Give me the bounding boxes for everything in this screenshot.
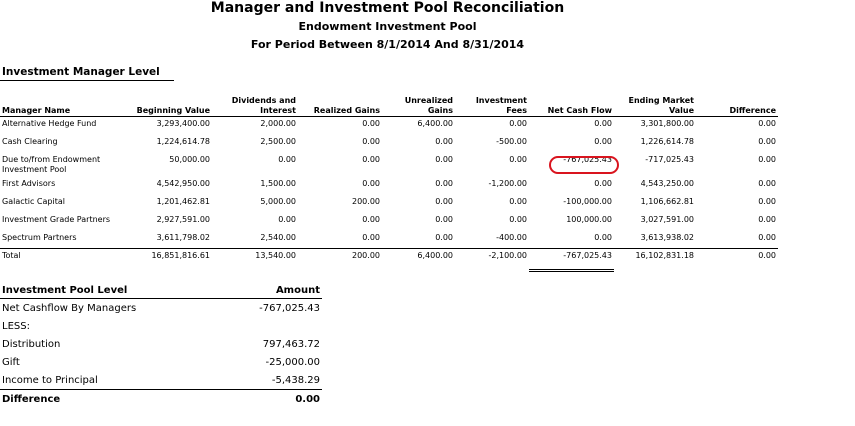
table-cell: 0.00 bbox=[435, 154, 453, 164]
total-cell: -2,100.00 bbox=[455, 249, 529, 271]
table-cell: 0.00 bbox=[362, 214, 380, 224]
table-cell: 0.00 bbox=[362, 178, 380, 188]
pool-amount-header: Amount bbox=[240, 282, 322, 299]
pool-amount bbox=[240, 317, 322, 335]
manager-name-cell: Investment Grade Partners bbox=[2, 214, 111, 224]
pool-table bbox=[0, 282, 322, 408]
table-cell: 0.00 bbox=[509, 119, 527, 128]
table-cell: 3,027,591.00 bbox=[640, 214, 694, 224]
table-row bbox=[0, 177, 778, 195]
manager-name-cell: Galactic Capital bbox=[2, 196, 65, 206]
pool-row bbox=[0, 299, 322, 318]
table-cell: 0.00 bbox=[758, 119, 776, 128]
table-cell: 2,500.00 bbox=[260, 136, 296, 146]
col-header: Ending Market Value bbox=[614, 96, 696, 117]
total-label: Total bbox=[0, 249, 122, 271]
pool-label: Income to Principal bbox=[2, 374, 98, 386]
table-cell: 0.00 bbox=[435, 136, 453, 146]
table-cell: 6,400.00 bbox=[417, 119, 453, 128]
table-cell: 4,542,950.00 bbox=[156, 178, 210, 188]
pool-label: Distribution bbox=[2, 338, 61, 350]
table-cell: 0.00 bbox=[758, 196, 776, 206]
table-cell: 1,224,614.78 bbox=[156, 136, 210, 146]
col-header: Realized Gains bbox=[298, 96, 382, 117]
net-cash-flow-highlight bbox=[549, 156, 619, 174]
col-header: Manager Name bbox=[0, 96, 122, 117]
table-cell: 5,000.00 bbox=[260, 196, 296, 206]
section-underline bbox=[0, 80, 174, 81]
pool-label: LESS: bbox=[2, 320, 30, 332]
table-cell: 2,000.00 bbox=[260, 119, 296, 128]
table-cell: 3,613,938.02 bbox=[640, 232, 694, 242]
table-cell: 200.00 bbox=[352, 196, 380, 206]
table-cell: 3,293,400.00 bbox=[156, 119, 210, 128]
table-cell: 0.00 bbox=[362, 119, 380, 128]
difference-label: Difference bbox=[0, 390, 240, 409]
table-row bbox=[0, 153, 778, 177]
table-cell: 0.00 bbox=[278, 154, 296, 164]
table-cell: -500.00 bbox=[496, 136, 527, 146]
table-cell: 0.00 bbox=[362, 136, 380, 146]
table-row bbox=[0, 117, 778, 135]
table-cell: 0.00 bbox=[758, 154, 776, 164]
col-header: Dividends and Interest bbox=[212, 96, 298, 117]
pool-heading: Investment Pool Level bbox=[0, 282, 240, 299]
col-header: Unrealized Gains bbox=[382, 96, 455, 117]
report-title: Manager and Investment Pool Reconciliation bbox=[210, 0, 565, 16]
table-cell: 0.00 bbox=[362, 232, 380, 242]
col-header: Beginning Value bbox=[122, 96, 212, 117]
col-header: Net Cash Flow bbox=[529, 96, 614, 117]
pool-amount: 797,463.72 bbox=[262, 338, 320, 350]
manager-name-cell: Spectrum Partners bbox=[2, 232, 77, 242]
table-cell: 1,500.00 bbox=[260, 178, 296, 188]
pool-row bbox=[0, 317, 322, 335]
report-period: For Period Between 8/1/2014 And 8/31/2014 bbox=[250, 38, 525, 51]
table-cell: 4,543,250.00 bbox=[640, 178, 694, 188]
pool-row bbox=[0, 353, 322, 371]
table-row bbox=[0, 231, 778, 249]
table-row bbox=[0, 195, 778, 213]
total-cell: 13,540.00 bbox=[212, 249, 298, 271]
table-cell: 1,226,614.78 bbox=[640, 136, 694, 146]
table-cell: 1,106,662.81 bbox=[640, 196, 694, 206]
table-row bbox=[0, 213, 778, 231]
total-cell: 16,851,816.61 bbox=[122, 249, 212, 271]
table-cell: 3,301,800.00 bbox=[640, 119, 694, 128]
manager-name-cell: First Advisors bbox=[2, 178, 56, 188]
table-cell: 0.00 bbox=[594, 232, 612, 242]
table-cell: 0.00 bbox=[594, 178, 612, 188]
table-cell: 2,540.00 bbox=[260, 232, 296, 242]
manager-name-cell: Alternative Hedge Fund bbox=[2, 119, 97, 128]
total-cell: 6,400.00 bbox=[382, 249, 455, 271]
pool-difference-row bbox=[0, 390, 322, 409]
total-cell: 200.00 bbox=[298, 249, 382, 271]
table-cell: 2,927,591.00 bbox=[156, 214, 210, 224]
table-cell: 0.00 bbox=[278, 214, 296, 224]
table-cell: 0.00 bbox=[435, 214, 453, 224]
table-cell: 0.00 bbox=[509, 214, 527, 224]
table-cell: 0.00 bbox=[758, 136, 776, 146]
table-cell: 0.00 bbox=[758, 214, 776, 224]
pool-amount: -767,025.43 bbox=[259, 302, 320, 314]
pool-header-row bbox=[0, 282, 322, 299]
table-cell: 3,611,798.02 bbox=[156, 232, 210, 242]
table-cell: 50,000.00 bbox=[169, 154, 210, 164]
pool-amount: -5,438.29 bbox=[271, 374, 320, 386]
table-cell: -1,200.00 bbox=[488, 178, 527, 188]
col-header: Difference bbox=[696, 96, 778, 117]
pool-label: Gift bbox=[2, 356, 20, 368]
table-cell: -717,025.43 bbox=[645, 154, 694, 164]
table-cell: -400.00 bbox=[496, 232, 527, 242]
table-cell: 100,000.00 bbox=[566, 214, 612, 224]
table-cell: -767,025.43 bbox=[563, 154, 612, 164]
col-header: Investment Fees bbox=[455, 96, 529, 117]
table-header-row bbox=[0, 96, 778, 117]
pool-amount: -25,000.00 bbox=[265, 356, 320, 368]
total-cell: -767,025.43 bbox=[529, 249, 614, 271]
table-cell: 0.00 bbox=[435, 178, 453, 188]
total-cell: 16,102,831.18 bbox=[614, 249, 696, 271]
total-row bbox=[0, 249, 778, 271]
table-cell: 1,201,462.81 bbox=[156, 196, 210, 206]
pool-row bbox=[0, 371, 322, 390]
table-cell: -100,000.00 bbox=[563, 196, 612, 206]
table-cell: 0.00 bbox=[594, 119, 612, 128]
manager-name-cell: Due to/from Endowment Investment Pool bbox=[2, 154, 101, 174]
total-cell: 0.00 bbox=[696, 249, 778, 271]
table-cell: 0.00 bbox=[435, 232, 453, 242]
manager-name-cell: Cash Clearing bbox=[2, 136, 58, 146]
pool-row bbox=[0, 335, 322, 353]
table-cell: 0.00 bbox=[594, 136, 612, 146]
manager-section-heading: Investment Manager Level bbox=[2, 66, 160, 78]
table-cell: 0.00 bbox=[509, 196, 527, 206]
table-cell: 0.00 bbox=[435, 196, 453, 206]
table-cell: 0.00 bbox=[758, 178, 776, 188]
manager-table bbox=[0, 96, 778, 272]
table-cell: 0.00 bbox=[758, 232, 776, 242]
table-cell: 0.00 bbox=[509, 154, 527, 164]
table-cell: 0.00 bbox=[362, 154, 380, 164]
difference-amount: 0.00 bbox=[240, 390, 322, 409]
pool-label: Net Cashflow By Managers bbox=[2, 302, 137, 314]
report-subtitle: Endowment Investment Pool bbox=[298, 20, 477, 33]
table-row bbox=[0, 135, 778, 153]
